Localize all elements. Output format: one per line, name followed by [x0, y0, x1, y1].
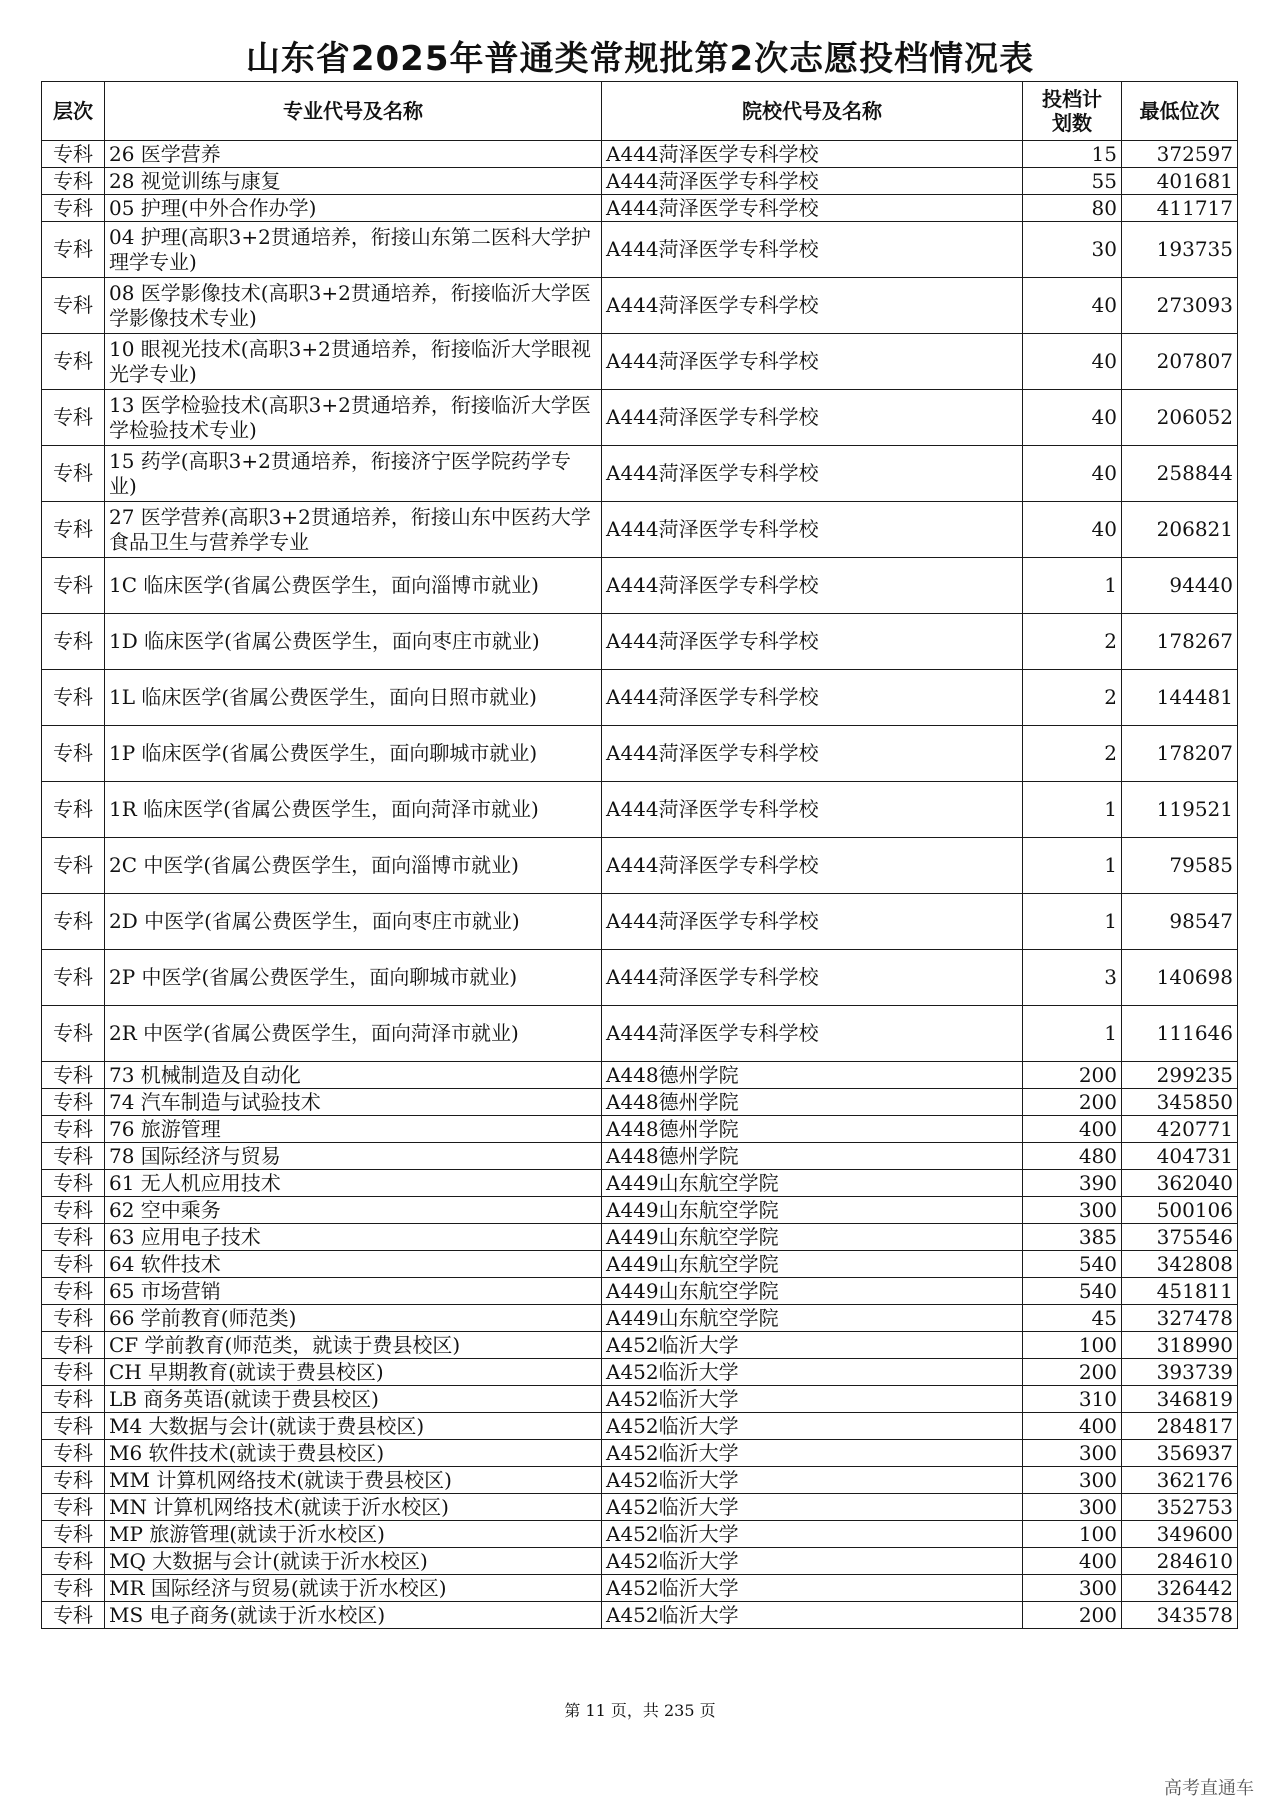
cell-major: 64 软件技术 [105, 1251, 602, 1278]
cell-min-rank: 299235 [1122, 1062, 1238, 1089]
page-number: 第 11 页，共 235 页 [564, 1701, 716, 1720]
cell-plan: 100 [1023, 1332, 1122, 1359]
cell-level: 专科 [42, 1440, 105, 1467]
cell-school: A452临沂大学 [602, 1413, 1023, 1440]
cell-min-rank: 258844 [1122, 446, 1238, 502]
cell-level: 专科 [42, 1116, 105, 1143]
table-row [42, 390, 1238, 446]
cell-min-rank: 193735 [1122, 222, 1238, 278]
table-row [42, 1062, 1238, 1089]
cell-plan: 2 [1023, 726, 1122, 782]
cell-major: 63 应用电子技术 [105, 1224, 602, 1251]
cell-school: A444菏泽医学专科学校 [602, 390, 1023, 446]
table-row [42, 1386, 1238, 1413]
cell-school: A449山东航空学院 [602, 1170, 1023, 1197]
cell-level: 专科 [42, 1006, 105, 1062]
header-school: 院校代号及名称 [602, 82, 1023, 141]
cell-plan: 300 [1023, 1494, 1122, 1521]
cell-major: 1L 临床医学(省属公费医学生，面向日照市就业) [105, 670, 602, 726]
watermark-text: 高考直通车 [1164, 1778, 1254, 1799]
cell-level: 专科 [42, 222, 105, 278]
cell-major: CF 学前教育(师范类，就读于费县校区) [105, 1332, 602, 1359]
cell-major: 28 视觉训练与康复 [105, 168, 602, 195]
table-row [42, 1143, 1238, 1170]
cell-level: 专科 [42, 141, 105, 168]
header-min-rank: 最低位次 [1122, 82, 1238, 141]
table-row [42, 1440, 1238, 1467]
cell-min-rank: 420771 [1122, 1116, 1238, 1143]
table-row [42, 614, 1238, 670]
cell-school: A449山东航空学院 [602, 1278, 1023, 1305]
cell-plan: 385 [1023, 1224, 1122, 1251]
cell-min-rank: 343578 [1122, 1602, 1238, 1629]
cell-level: 专科 [42, 1359, 105, 1386]
cell-level: 专科 [42, 446, 105, 502]
cell-school: A452临沂大学 [602, 1467, 1023, 1494]
cell-min-rank: 362176 [1122, 1467, 1238, 1494]
cell-major: 1C 临床医学(省属公费医学生，面向淄博市就业) [105, 558, 602, 614]
cell-school: A448德州学院 [602, 1062, 1023, 1089]
cell-school: A444菏泽医学专科学校 [602, 726, 1023, 782]
cell-min-rank: 451811 [1122, 1278, 1238, 1305]
cell-level: 专科 [42, 334, 105, 390]
cell-level: 专科 [42, 838, 105, 894]
cell-plan: 400 [1023, 1413, 1122, 1440]
cell-plan: 200 [1023, 1089, 1122, 1116]
cell-plan: 200 [1023, 1062, 1122, 1089]
cell-major: 76 旅游管理 [105, 1116, 602, 1143]
cell-school: A452临沂大学 [602, 1386, 1023, 1413]
cell-major: 65 市场营销 [105, 1278, 602, 1305]
cell-school: A449山东航空学院 [602, 1251, 1023, 1278]
table-row [42, 1413, 1238, 1440]
table-row [42, 446, 1238, 502]
cell-plan: 1 [1023, 1006, 1122, 1062]
cell-major: 13 医学检验技术(高职3+2贯通培养，衔接临沂大学医学检验技术专业) [105, 390, 602, 446]
cell-min-rank: 206052 [1122, 390, 1238, 446]
table-row [42, 670, 1238, 726]
cell-min-rank: 372597 [1122, 141, 1238, 168]
table-row [42, 894, 1238, 950]
cell-major: 1D 临床医学(省属公费医学生，面向枣庄市就业) [105, 614, 602, 670]
cell-min-rank: 327478 [1122, 1305, 1238, 1332]
cell-level: 专科 [42, 1494, 105, 1521]
cell-min-rank: 404731 [1122, 1143, 1238, 1170]
cell-plan: 200 [1023, 1602, 1122, 1629]
cell-plan: 45 [1023, 1305, 1122, 1332]
cell-min-rank: 393739 [1122, 1359, 1238, 1386]
table-row [42, 558, 1238, 614]
table-row [42, 195, 1238, 222]
table-row [42, 1278, 1238, 1305]
cell-major: 2C 中医学(省属公费医学生，面向淄博市就业) [105, 838, 602, 894]
cell-plan: 400 [1023, 1116, 1122, 1143]
cell-school: A452临沂大学 [602, 1575, 1023, 1602]
cell-min-rank: 98547 [1122, 894, 1238, 950]
cell-plan: 1 [1023, 782, 1122, 838]
table-row [42, 1089, 1238, 1116]
cell-school: A448德州学院 [602, 1089, 1023, 1116]
table-row [42, 1548, 1238, 1575]
cell-school: A444菏泽医学专科学校 [602, 502, 1023, 558]
cell-plan: 40 [1023, 278, 1122, 334]
table-row [42, 726, 1238, 782]
cell-school: A452临沂大学 [602, 1332, 1023, 1359]
cell-min-rank: 318990 [1122, 1332, 1238, 1359]
cell-school: A452临沂大学 [602, 1548, 1023, 1575]
cell-school: A449山东航空学院 [602, 1197, 1023, 1224]
table-row [42, 141, 1238, 168]
cell-school: A452临沂大学 [602, 1602, 1023, 1629]
cell-school: A444菏泽医学专科学校 [602, 558, 1023, 614]
cell-plan: 100 [1023, 1521, 1122, 1548]
cell-major: 66 学前教育(师范类) [105, 1305, 602, 1332]
cell-plan: 30 [1023, 222, 1122, 278]
cell-major: 15 药学(高职3+2贯通培养，衔接济宁医学院药学专业) [105, 446, 602, 502]
cell-min-rank: 349600 [1122, 1521, 1238, 1548]
cell-major: 1P 临床医学(省属公费医学生，面向聊城市就业) [105, 726, 602, 782]
cell-plan: 80 [1023, 195, 1122, 222]
cell-level: 专科 [42, 1548, 105, 1575]
cell-min-rank: 111646 [1122, 1006, 1238, 1062]
cell-min-rank: 500106 [1122, 1197, 1238, 1224]
cell-level: 专科 [42, 614, 105, 670]
cell-school: A444菏泽医学专科学校 [602, 838, 1023, 894]
table-row [42, 838, 1238, 894]
cell-major: 78 国际经济与贸易 [105, 1143, 602, 1170]
cell-min-rank: 94440 [1122, 558, 1238, 614]
cell-major: MQ 大数据与会计(就读于沂水校区) [105, 1548, 602, 1575]
cell-plan: 540 [1023, 1251, 1122, 1278]
table-row [42, 1494, 1238, 1521]
cell-plan: 40 [1023, 502, 1122, 558]
cell-school: A444菏泽医学专科学校 [602, 141, 1023, 168]
cell-plan: 300 [1023, 1575, 1122, 1602]
cell-level: 专科 [42, 558, 105, 614]
cell-school: A449山东航空学院 [602, 1305, 1023, 1332]
table-row [42, 1224, 1238, 1251]
cell-level: 专科 [42, 1602, 105, 1629]
cell-major: MS 电子商务(就读于沂水校区) [105, 1602, 602, 1629]
cell-plan: 3 [1023, 950, 1122, 1006]
table-row [42, 782, 1238, 838]
cell-major: MP 旅游管理(就读于沂水校区) [105, 1521, 602, 1548]
cell-plan: 15 [1023, 141, 1122, 168]
cell-level: 专科 [42, 1170, 105, 1197]
table-row [42, 1197, 1238, 1224]
cell-min-rank: 119521 [1122, 782, 1238, 838]
cell-level: 专科 [42, 168, 105, 195]
cell-level: 专科 [42, 1143, 105, 1170]
cell-level: 专科 [42, 1251, 105, 1278]
table-row [42, 334, 1238, 390]
table-row [42, 502, 1238, 558]
cell-level: 专科 [42, 278, 105, 334]
cell-min-rank: 375546 [1122, 1224, 1238, 1251]
cell-min-rank: 178267 [1122, 614, 1238, 670]
cell-school: A444菏泽医学专科学校 [602, 894, 1023, 950]
cell-min-rank: 79585 [1122, 838, 1238, 894]
cell-plan: 2 [1023, 614, 1122, 670]
cell-major: MR 国际经济与贸易(就读于沂水校区) [105, 1575, 602, 1602]
cell-level: 专科 [42, 195, 105, 222]
cell-school: A444菏泽医学专科学校 [602, 446, 1023, 502]
cell-level: 专科 [42, 1305, 105, 1332]
cell-plan: 1 [1023, 558, 1122, 614]
cell-level: 专科 [42, 390, 105, 446]
cell-level: 专科 [42, 1062, 105, 1089]
table-row [42, 1467, 1238, 1494]
cell-major: 04 护理(高职3+2贯通培养，衔接山东第二医科大学护理学专业) [105, 222, 602, 278]
cell-min-rank: 144481 [1122, 670, 1238, 726]
cell-min-rank: 326442 [1122, 1575, 1238, 1602]
header-level: 层次 [42, 82, 105, 141]
cell-major: 74 汽车制造与试验技术 [105, 1089, 602, 1116]
cell-min-rank: 207807 [1122, 334, 1238, 390]
cell-major: MM 计算机网络技术(就读于费县校区) [105, 1467, 602, 1494]
header-major: 专业代号及名称 [105, 82, 602, 141]
cell-school: A448德州学院 [602, 1143, 1023, 1170]
table-row [42, 1251, 1238, 1278]
cell-level: 专科 [42, 1521, 105, 1548]
cell-level: 专科 [42, 1386, 105, 1413]
cell-min-rank: 140698 [1122, 950, 1238, 1006]
cell-school: A449山东航空学院 [602, 1224, 1023, 1251]
cell-major: 73 机械制造及自动化 [105, 1062, 602, 1089]
cell-min-rank: 401681 [1122, 168, 1238, 195]
table-header-row [42, 82, 1238, 141]
cell-school: A452临沂大学 [602, 1440, 1023, 1467]
cell-school: A452临沂大学 [602, 1521, 1023, 1548]
cell-plan: 300 [1023, 1197, 1122, 1224]
cell-level: 专科 [42, 1278, 105, 1305]
table-row [42, 1170, 1238, 1197]
cell-level: 专科 [42, 894, 105, 950]
cell-level: 专科 [42, 1224, 105, 1251]
cell-major: 2R 中医学(省属公费医学生，面向菏泽市就业) [105, 1006, 602, 1062]
cell-plan: 40 [1023, 390, 1122, 446]
cell-plan: 40 [1023, 334, 1122, 390]
cell-min-rank: 362040 [1122, 1170, 1238, 1197]
cell-school: A452临沂大学 [602, 1494, 1023, 1521]
cell-school: A444菏泽医学专科学校 [602, 950, 1023, 1006]
cell-school: A448德州学院 [602, 1116, 1023, 1143]
cell-level: 专科 [42, 782, 105, 838]
cell-level: 专科 [42, 1332, 105, 1359]
cell-major: M6 软件技术(就读于费县校区) [105, 1440, 602, 1467]
cell-min-rank: 206821 [1122, 502, 1238, 558]
cell-plan: 200 [1023, 1359, 1122, 1386]
cell-school: A444菏泽医学专科学校 [602, 1006, 1023, 1062]
cell-school: A444菏泽医学专科学校 [602, 334, 1023, 390]
cell-min-rank: 342808 [1122, 1251, 1238, 1278]
cell-level: 专科 [42, 1467, 105, 1494]
table-row [42, 1575, 1238, 1602]
table-row [42, 1006, 1238, 1062]
cell-plan: 540 [1023, 1278, 1122, 1305]
cell-level: 专科 [42, 502, 105, 558]
cell-level: 专科 [42, 950, 105, 1006]
cell-plan: 400 [1023, 1548, 1122, 1575]
table-row [42, 1332, 1238, 1359]
cell-major: 10 眼视光技术(高职3+2贯通培养，衔接临沂大学眼视光学专业) [105, 334, 602, 390]
cell-major: 05 护理(中外合作办学) [105, 195, 602, 222]
cell-major: LB 商务英语(就读于费县校区) [105, 1386, 602, 1413]
cell-min-rank: 345850 [1122, 1089, 1238, 1116]
table-row [42, 168, 1238, 195]
admission-table [41, 81, 1238, 1629]
cell-plan: 390 [1023, 1170, 1122, 1197]
cell-school: A444菏泽医学专科学校 [602, 782, 1023, 838]
cell-min-rank: 273093 [1122, 278, 1238, 334]
cell-level: 专科 [42, 670, 105, 726]
cell-level: 专科 [42, 1575, 105, 1602]
table-row [42, 1305, 1238, 1332]
cell-level: 专科 [42, 1197, 105, 1224]
cell-min-rank: 284610 [1122, 1548, 1238, 1575]
cell-school: A444菏泽医学专科学校 [602, 222, 1023, 278]
cell-level: 专科 [42, 1089, 105, 1116]
cell-plan: 55 [1023, 168, 1122, 195]
cell-school: A444菏泽医学专科学校 [602, 195, 1023, 222]
table-row [42, 1521, 1238, 1548]
cell-plan: 300 [1023, 1467, 1122, 1494]
table-body [42, 141, 1238, 1629]
cell-min-rank: 284817 [1122, 1413, 1238, 1440]
cell-major: M4 大数据与会计(就读于费县校区) [105, 1413, 602, 1440]
cell-plan: 300 [1023, 1440, 1122, 1467]
cell-major: 08 医学影像技术(高职3+2贯通培养，衔接临沂大学医学影像技术专业) [105, 278, 602, 334]
cell-major: 61 无人机应用技术 [105, 1170, 602, 1197]
cell-min-rank: 411717 [1122, 195, 1238, 222]
cell-major: 1R 临床医学(省属公费医学生，面向菏泽市就业) [105, 782, 602, 838]
cell-plan: 1 [1023, 838, 1122, 894]
table-row [42, 222, 1238, 278]
cell-plan: 480 [1023, 1143, 1122, 1170]
cell-plan: 2 [1023, 670, 1122, 726]
cell-major: CH 早期教育(就读于费县校区) [105, 1359, 602, 1386]
cell-school: A444菏泽医学专科学校 [602, 670, 1023, 726]
cell-major: 26 医学营养 [105, 141, 602, 168]
cell-plan: 1 [1023, 894, 1122, 950]
cell-min-rank: 356937 [1122, 1440, 1238, 1467]
cell-school: A444菏泽医学专科学校 [602, 614, 1023, 670]
page-title: 山东省2025年普通类常规批第2次志愿投档情况表 [245, 39, 1035, 79]
cell-level: 专科 [42, 1413, 105, 1440]
cell-school: A444菏泽医学专科学校 [602, 278, 1023, 334]
cell-major: 2D 中医学(省属公费医学生，面向枣庄市就业) [105, 894, 602, 950]
table-row [42, 950, 1238, 1006]
cell-min-rank: 352753 [1122, 1494, 1238, 1521]
cell-plan: 40 [1023, 446, 1122, 502]
table-row [42, 278, 1238, 334]
cell-min-rank: 346819 [1122, 1386, 1238, 1413]
cell-major: MN 计算机网络技术(就读于沂水校区) [105, 1494, 602, 1521]
table-row [42, 1602, 1238, 1629]
cell-school: A444菏泽医学专科学校 [602, 168, 1023, 195]
header-plan: 投档计划数 [1023, 82, 1122, 141]
cell-major: 27 医学营养(高职3+2贯通培养，衔接山东中医药大学食品卫生与营养学专业 [105, 502, 602, 558]
cell-major: 2P 中医学(省属公费医学生，面向聊城市就业) [105, 950, 602, 1006]
cell-level: 专科 [42, 726, 105, 782]
cell-plan: 310 [1023, 1386, 1122, 1413]
cell-major: 62 空中乘务 [105, 1197, 602, 1224]
table-row [42, 1116, 1238, 1143]
cell-school: A452临沂大学 [602, 1359, 1023, 1386]
table-row [42, 1359, 1238, 1386]
cell-min-rank: 178207 [1122, 726, 1238, 782]
